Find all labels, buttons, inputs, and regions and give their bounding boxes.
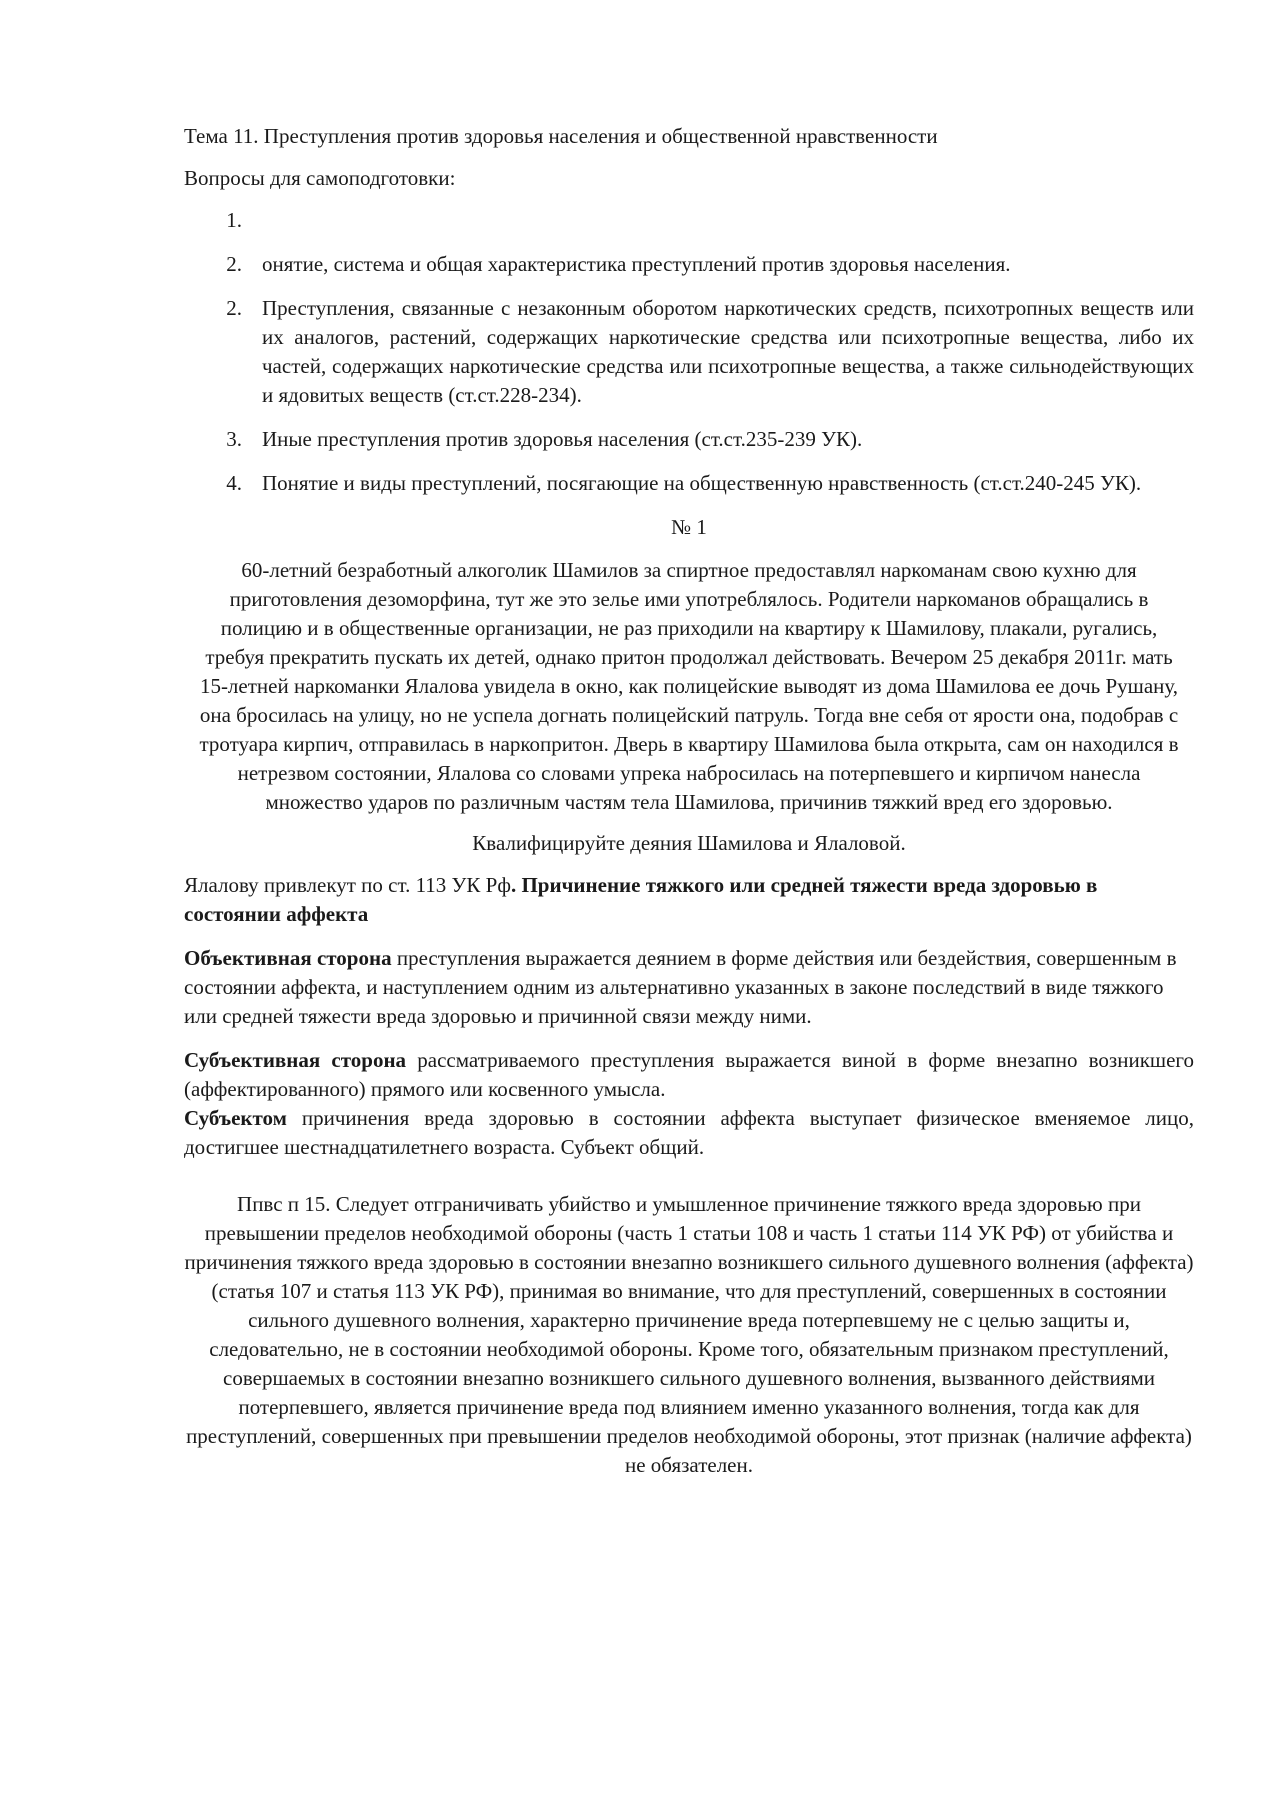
list-item-text: онятие, система и общая характеристика преступлений против здоровья населения. (262, 252, 1011, 276)
list-item (184, 294, 1194, 410)
answer-intro-text: Ялалову привлекут по ст. 113 УК Рф (184, 873, 511, 897)
list-item (184, 250, 1194, 279)
list-item-number: 3. (226, 427, 242, 451)
subject-label: Субъектом (184, 1106, 287, 1130)
subject-paragraph (184, 1104, 1194, 1162)
answer-intro-bold: . Причинение тяжкого или средней тяжести вреда здоровью в состоянии аффекта (184, 873, 1098, 926)
list-item (184, 469, 1194, 498)
subjective-side-text: рассматриваемого преступления выражается виной в форме внезапно возникшего (аффектированного) прямого или косвенного умысла. (184, 1048, 1194, 1101)
case-task: Квалифицируйте деяния Шамилова и Ялаловой. (472, 831, 906, 855)
answer-intro (184, 871, 1194, 929)
list-item-number: 2. (226, 296, 242, 320)
list-item (184, 206, 1194, 235)
list-item-number: 4. (226, 471, 242, 495)
list-item-text: Иные преступления против здоровья населения (ст.ст.235-239 УК). (262, 427, 863, 451)
subjective-side-paragraph (184, 1046, 1194, 1104)
objective-side-label: Объективная сторона (184, 946, 392, 970)
page-title: Тема 11. Преступления против здоровья населения и общественной нравственности (184, 124, 938, 148)
subjective-side-label: Субъективная сторона (184, 1048, 407, 1072)
case-text: 60-летний безработный алкоголик Шамилов за спиртное предоставлял наркоманам свою кухню для приготовления дезоморфина, тут же это зелье ими употреблялось. Родители наркоманов обращались в полицию и в общественные организации, не раз приходили на квартиру к Шамилову, плакали, ругались, требуя прекратить пускать их детей, однако притон продолжал действовать. Вечером 25 декабря 2011г. мать 15-летней наркоманки Ялалова увидела в окно, как полицейские выводят из дома Шамилова ее дочь Рушану, она бросилась на улицу, но не успела догнать полицейский патруль. Тогда вне себя от ярости она, подобрав с тротуара кирпич, отправилась в наркопритон. Дверь в квартиру Шамилова была открыта, сам он находился в нетрезвом состоянии, Ялалова со словами упрека набросилась на потерпевшего и кирпичом нанесла множество ударов по различным частям тела Шамилова, причинив тяжкий вред его здоровью. (199, 558, 1179, 814)
case-number: № 1 (671, 515, 707, 539)
list-item-text (262, 206, 1194, 235)
list-item (184, 425, 1194, 454)
ppvs-paragraph: Ппвс п 15. Следует отграничивать убийство и умышленное причинение тяжкого вреда здоровью при превышении пределов необходимой обороны (часть 1 статьи 108 и часть 1 статьи 114 УК РФ) от убийства и причинения тяжкого вреда здоровью в состоянии внезапно возникшего сильного душевного волнения (аффекта) (статья 107 и статья 113 УК РФ), принимая во внимание, что для преступлений, совершенных в состоянии сильного душевного волнения, характерно причинение вреда потерпевшему не с целью защиты и, следовательно, не в состоянии необходимой обороны. Кроме того, обязательным признаком преступлений, совершаемых в состоянии внезапно возникшего сильного душевного волнения, вызванного действиями потерпевшего, является причинение вреда под влиянием именно указанного волнения, тогда как для преступлений, совершенных при превышении пределов необходимой обороны, этот признак (наличие аффекта) не обязателен. (184, 1192, 1194, 1477)
list-item-text: Преступления, связанные с незаконным оборотом наркотических средств, психотропных веществ или их аналогов, растений, содержащих наркотические средства или психотропные вещества, либо их частей, содержащих наркотические средства или психотропные вещества, а также сильнодействующих и ядовитых веществ (ст.ст.228-234). (262, 296, 1194, 407)
objective-side-paragraph (184, 944, 1194, 1031)
list-item-number: 1. (226, 208, 242, 232)
subject-text: причинения вреда здоровью в состоянии аффекта выступает физическое вменяемое лицо, достигшее шестнадцатилетнего возраста. Субъект общий. (184, 1106, 1194, 1159)
list-item-text: Понятие и виды преступлений, посягающие на общественную нравственность (ст.ст.240-245 УК). (262, 471, 1142, 495)
list-item-number: 2. (226, 252, 242, 276)
questions-list (184, 206, 1194, 498)
questions-heading: Вопросы для самоподготовки: (184, 166, 456, 190)
objective-side-text: преступления выражается деянием в форме действия или бездействия, совершенным в состоянии аффекта, и наступлением одним из альтернативно указанных в законе последствий в виде тяжкого или средней тяжести вреда здоровью и причинной связи между ними. (184, 946, 1177, 1028)
document-page (184, 122, 1194, 1480)
